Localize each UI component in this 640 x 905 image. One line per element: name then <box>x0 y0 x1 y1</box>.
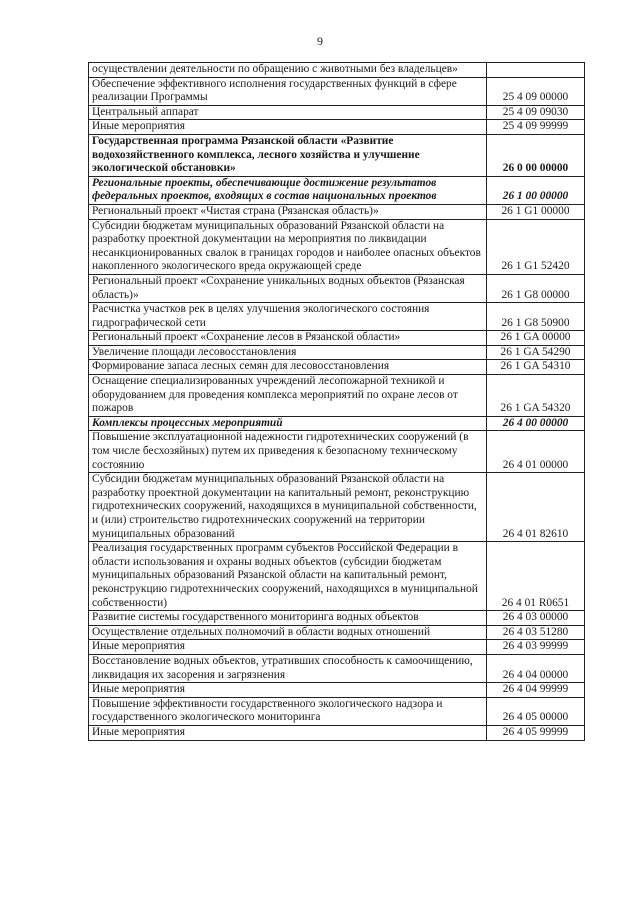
table-row <box>89 274 585 302</box>
row-code: 26 4 05 99999 <box>487 725 585 740</box>
row-code: 26 1 GA 00000 <box>487 331 585 346</box>
row-description: Развитие системы государственного мониторинга водных объектов <box>89 611 487 626</box>
row-code: 25 4 09 99999 <box>487 120 585 135</box>
row-code: 26 4 01 R0651 <box>487 542 585 611</box>
row-description: Субсидии бюджетам муниципальных образований Рязанской области на разработку проектной документации на капитальный ремонт, реконструкцию гидротехнических сооружений, находящихся в муниципальной собственности, и (или) строительство гидротехнических сооружений на территории муниципальных образований <box>89 473 487 542</box>
row-description: Оснащение специализированных учреждений лесопожарной техникой и оборудованием для проведения комплекса мероприятий по охране лесов от пожаров <box>89 375 487 417</box>
table-row <box>89 542 585 611</box>
table-row <box>89 219 585 274</box>
table-row <box>89 697 585 725</box>
row-description: Иные мероприятия <box>89 640 487 655</box>
row-description: Восстановление водных объектов, утративших способность к самоочищению, ликвидация их засорения и загрязнения <box>89 654 487 682</box>
table-row <box>89 654 585 682</box>
row-code: 26 1 G1 52420 <box>487 219 585 274</box>
row-code: 25 4 09 09030 <box>487 105 585 120</box>
row-description: Реализация государственных программ субъектов Российской Федерации в области использования и охраны водных объектов (субсидии бюджетам муниципальных образований Рязанской области на капитальный ремонт, реконструкцию гидротехнических сооружений, находящихся в муниципальной собственности) <box>89 542 487 611</box>
table-row <box>89 331 585 346</box>
table-row <box>89 640 585 655</box>
table-row <box>89 683 585 698</box>
row-description: Региональный проект «Сохранение уникальных водных объектов (Рязанская область)» <box>89 274 487 302</box>
row-code: 26 1 00 00000 <box>487 176 585 204</box>
row-code: 25 4 09 00000 <box>487 77 585 105</box>
row-code: 26 4 04 99999 <box>487 683 585 698</box>
row-description: Формирование запаса лесных семян для лесовосстановления <box>89 360 487 375</box>
table-row <box>89 345 585 360</box>
row-description: Региональный проект «Чистая страна (Рязанская область)» <box>89 204 487 219</box>
table-row <box>89 105 585 120</box>
row-description: Субсидии бюджетам муниципальных образований Рязанской области на разработку проектной документации на мероприятия по ликвидации несанкционированных свалок в границах городов и наиболее опасных объектов накопленного экологического вреда окружающей среде <box>89 219 487 274</box>
table-row <box>89 303 585 331</box>
row-code: 26 4 03 51280 <box>487 625 585 640</box>
page-number: 9 <box>317 34 323 48</box>
row-code: 26 4 05 00000 <box>487 697 585 725</box>
row-code: 26 4 01 00000 <box>487 431 585 473</box>
table-row <box>89 611 585 626</box>
row-description: Обеспечение эффективного исполнения государственных функций в сфере реализации Программы <box>89 77 487 105</box>
table-row <box>89 77 585 105</box>
row-description: Иные мероприятия <box>89 683 487 698</box>
row-description: Иные мероприятия <box>89 120 487 135</box>
row-code <box>487 63 585 78</box>
row-code: 26 4 04 00000 <box>487 654 585 682</box>
table-row <box>89 416 585 431</box>
row-description: Увеличение площади лесовосстановления <box>89 345 487 360</box>
row-code: 26 0 00 00000 <box>487 134 585 176</box>
row-code: 26 4 00 00000 <box>487 416 585 431</box>
row-description: Центральный аппарат <box>89 105 487 120</box>
row-code: 26 1 G1 00000 <box>487 204 585 219</box>
table-row <box>89 134 585 176</box>
table-row <box>89 176 585 204</box>
row-description: Региональные проекты, обеспечивающие достижение результатов федеральных проектов, входящих в состав национальных проектов <box>89 176 487 204</box>
row-code: 26 4 01 82610 <box>487 473 585 542</box>
row-code: 26 1 G8 50900 <box>487 303 585 331</box>
row-description: осуществлении деятельности по обращению с животными без владельцев» <box>89 63 487 78</box>
row-description: Повышение эксплуатационной надежности гидротехнических сооружений (в том числе бесхозяйных) путем их приведения к безопасному техническому состоянию <box>89 431 487 473</box>
table-row <box>89 360 585 375</box>
table-body <box>89 63 585 741</box>
row-description: Региональный проект «Сохранение лесов в Рязанской области» <box>89 331 487 346</box>
row-description: Осуществление отдельных полномочий в области водных отношений <box>89 625 487 640</box>
table-row <box>89 120 585 135</box>
table-row <box>89 473 585 542</box>
row-code: 26 1 GA 54310 <box>487 360 585 375</box>
budget-classification-table <box>88 62 585 741</box>
row-code: 26 1 GA 54290 <box>487 345 585 360</box>
row-description: Расчистка участков рек в целях улучшения экологического состояния гидрографической сети <box>89 303 487 331</box>
table-row <box>89 375 585 417</box>
row-description: Повышение эффективности государственного экологического надзора и государственного экологического мониторинга <box>89 697 487 725</box>
row-description: Иные мероприятия <box>89 725 487 740</box>
row-code: 26 4 03 99999 <box>487 640 585 655</box>
row-code: 26 1 G8 00000 <box>487 274 585 302</box>
row-code: 26 4 03 00000 <box>487 611 585 626</box>
row-code: 26 1 GA 54320 <box>487 375 585 417</box>
table-row <box>89 625 585 640</box>
row-description: Комплексы процессных мероприятий <box>89 416 487 431</box>
table-row <box>89 725 585 740</box>
table-row <box>89 63 585 78</box>
table-row <box>89 431 585 473</box>
table-row <box>89 204 585 219</box>
row-description: Государственная программа Рязанской области «Развитие водохозяйственного комплекса, лесного хозяйства и улучшение экологической обстановки» <box>89 134 487 176</box>
